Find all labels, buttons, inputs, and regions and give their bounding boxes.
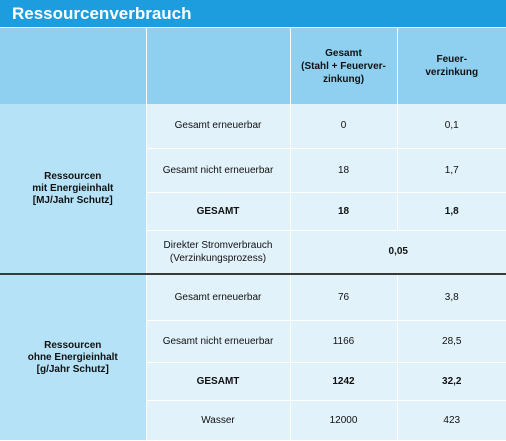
value-feuer: 3,8 <box>397 274 506 320</box>
value-feuer-total: 1,8 <box>397 192 506 230</box>
group2-line-2: ohne Energieinhalt <box>27 351 118 363</box>
header-feuer-line-1: Feuer- <box>436 54 468 65</box>
header-feuerverzinkung <box>397 28 506 104</box>
group-label-material <box>0 274 146 440</box>
value-gesamt: 12000 <box>290 400 397 440</box>
value-feuer-total: 32,2 <box>397 362 506 400</box>
value-strom: 0,05 <box>290 230 506 274</box>
header-feuer-line-2: verzinkung <box>425 67 479 78</box>
group2-line-3: [g/Jahr Schutz] <box>36 363 109 375</box>
value-gesamt: 76 <box>290 274 397 320</box>
value-feuer: 28,5 <box>397 320 506 362</box>
value-feuer: 423 <box>397 400 506 440</box>
value-feuer: 1,7 <box>397 148 506 192</box>
table-row <box>0 274 506 320</box>
table-row <box>0 104 506 148</box>
value-gesamt: 1166 <box>290 320 397 362</box>
strom-line-2: (Verzinkungsprozess) <box>169 252 267 264</box>
group1-line-2: mit Energieinhalt <box>32 182 114 194</box>
group-label-energy <box>0 104 146 274</box>
row-label: Wasser <box>146 400 290 440</box>
group1-line-1: Ressourcen <box>44 170 102 182</box>
group1-line-3: [MJ/Jahr Schutz] <box>32 194 113 206</box>
header-gesamt-line-3: zinkung) <box>322 73 365 85</box>
header-gesamt <box>290 28 397 104</box>
value-gesamt: 0 <box>290 104 397 148</box>
value-feuer: 0,1 <box>397 104 506 148</box>
row-label: Gesamt nicht erneuerbar <box>146 320 290 362</box>
row-label-total: GESAMT <box>146 192 290 230</box>
header-gesamt-line-2: (Stahl + Feuerver- <box>301 60 386 72</box>
row-label: Gesamt erneuerbar <box>146 274 290 320</box>
header-empty-1 <box>0 28 146 104</box>
row-label: Gesamt erneuerbar <box>146 104 290 148</box>
value-gesamt-total: 1242 <box>290 362 397 400</box>
value-gesamt-total: 18 <box>290 192 397 230</box>
resource-table <box>0 28 506 441</box>
row-label-total: GESAMT <box>146 362 290 400</box>
strom-line-1: Direkter Stromverbrauch <box>163 239 273 251</box>
group2-line-1: Ressourcen <box>44 339 102 351</box>
header-empty-2 <box>146 28 290 104</box>
page-title: Ressourcenverbrauch <box>0 0 506 28</box>
value-gesamt: 18 <box>290 148 397 192</box>
row-label-strom <box>146 230 290 274</box>
header-gesamt-line-1: Gesamt <box>325 47 362 59</box>
row-label: Gesamt nicht erneuerbar <box>146 148 290 192</box>
header-row <box>0 28 506 104</box>
